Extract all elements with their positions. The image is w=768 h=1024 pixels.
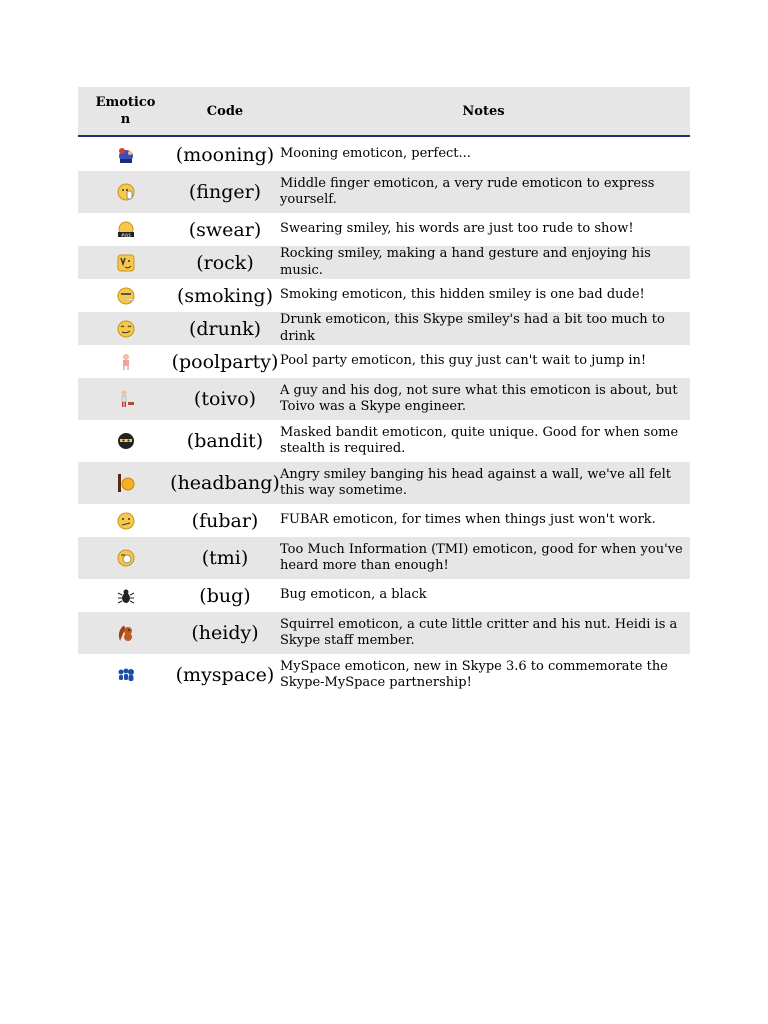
notes-cell: Angry smiley banging his head against a wall, we've all felt this way sometime. — [280, 466, 671, 498]
header-code: Code — [206, 103, 244, 119]
headbang-icon — [116, 473, 136, 493]
mooning-icon — [116, 145, 136, 165]
code-cell: (poolparty) — [171, 350, 279, 373]
drunk-icon — [116, 319, 136, 339]
table-row — [78, 171, 690, 213]
code-cell: (headbang) — [170, 472, 280, 494]
notes-cell: Middle finger emoticon, a very rude emoticon to express yourself. — [280, 175, 655, 207]
emoticon-cell — [78, 623, 173, 643]
code-cell: (bandit) — [186, 430, 264, 452]
notes-cell: Pool party emoticon, this guy just can't wait to jump in! — [280, 353, 647, 369]
code-cell: (smoking) — [176, 284, 274, 307]
table-row — [78, 462, 690, 504]
bandit-icon — [116, 431, 136, 451]
code-cell: (mooning) — [175, 143, 275, 166]
fubar-icon — [116, 511, 136, 531]
emoticon-cell — [78, 145, 173, 165]
header-notes: Notes — [462, 103, 505, 119]
code-cell: (fubar) — [191, 509, 259, 532]
table-row — [78, 504, 690, 537]
emoticon-table — [78, 87, 690, 696]
emoticon-cell — [78, 319, 173, 339]
emoticon-cell — [78, 389, 173, 409]
bug-icon — [116, 586, 136, 606]
emoticon-cell — [78, 286, 173, 306]
emoticon-cell — [78, 431, 173, 451]
swear-icon — [116, 220, 136, 240]
notes-cell: Masked bandit emoticon, quite unique. Good for when some stealth is required. — [280, 424, 679, 456]
emoticon-cell — [78, 182, 173, 202]
emoticon-cell — [78, 548, 173, 568]
poolparty-icon — [116, 352, 136, 372]
table-row — [78, 612, 690, 654]
table-row — [78, 312, 690, 345]
table-row — [78, 537, 690, 579]
notes-cell: FUBAR emoticon, for times when things just won't work. — [280, 512, 656, 528]
svg-text:#@$: #@$ — [120, 232, 131, 237]
table-row — [78, 579, 690, 612]
notes-cell: MySpace emoticon, new in Skype 3.6 to commemorate the Skype-MySpace partnership! — [280, 658, 668, 690]
table-row — [78, 279, 690, 312]
table-row — [78, 213, 690, 246]
emoticon-cell — [78, 586, 173, 606]
finger-icon — [116, 182, 136, 202]
table-row — [78, 138, 690, 171]
smoking-icon — [116, 286, 136, 306]
myspace-icon — [116, 665, 136, 685]
tmi-icon — [116, 548, 136, 568]
table-row — [78, 420, 690, 462]
table-header — [78, 87, 690, 137]
code-cell: (heidy) — [191, 622, 259, 644]
header-emoticon: Emoticon — [95, 95, 156, 127]
notes-cell: A guy and his dog, not sure what this emoticon is about, but Toivo was a Skype engineer. — [280, 382, 678, 414]
rock-icon — [116, 253, 136, 273]
toivo-icon — [116, 389, 136, 409]
code-cell: (rock) — [196, 251, 254, 274]
notes-cell: Swearing smiley, his words are just too rude to show! — [280, 221, 634, 237]
notes-cell: Rocking smiley, making a hand gesture and enjoying his music. — [280, 246, 651, 278]
emoticon-cell — [78, 253, 173, 273]
notes-cell: Drunk emoticon, this Skype smiley's had a bit too much to drink — [280, 312, 665, 344]
table-row — [78, 345, 690, 378]
emoticon-cell — [78, 665, 173, 685]
emoticon-cell — [78, 352, 173, 372]
emoticon-cell — [78, 473, 173, 493]
code-cell: (swear) — [188, 218, 262, 241]
table-row — [78, 246, 690, 279]
table-body — [78, 138, 690, 696]
notes-cell: Squirrel emoticon, a cute little critter and his nut. Heidi is a Skype staff member. — [280, 616, 678, 648]
code-cell: (tmi) — [201, 547, 249, 569]
notes-cell: Bug emoticon, a black — [280, 587, 427, 603]
emoticon-cell — [78, 220, 173, 240]
heidy-icon — [116, 623, 136, 643]
code-cell: (toivo) — [193, 388, 257, 410]
table-row — [78, 654, 690, 696]
notes-cell: Too Much Information (TMI) emoticon, good for when you've heard more than enough! — [280, 541, 683, 573]
code-cell: (bug) — [199, 584, 251, 607]
emoticon-cell — [78, 511, 173, 531]
notes-cell: Mooning emoticon, perfect... — [280, 146, 471, 162]
notes-cell: Smoking emoticon, this hidden smiley is one bad dude! — [280, 287, 645, 303]
code-cell: (finger) — [188, 181, 262, 203]
code-cell: (drunk) — [188, 317, 262, 340]
code-cell: (myspace) — [175, 664, 275, 686]
table-row — [78, 378, 690, 420]
